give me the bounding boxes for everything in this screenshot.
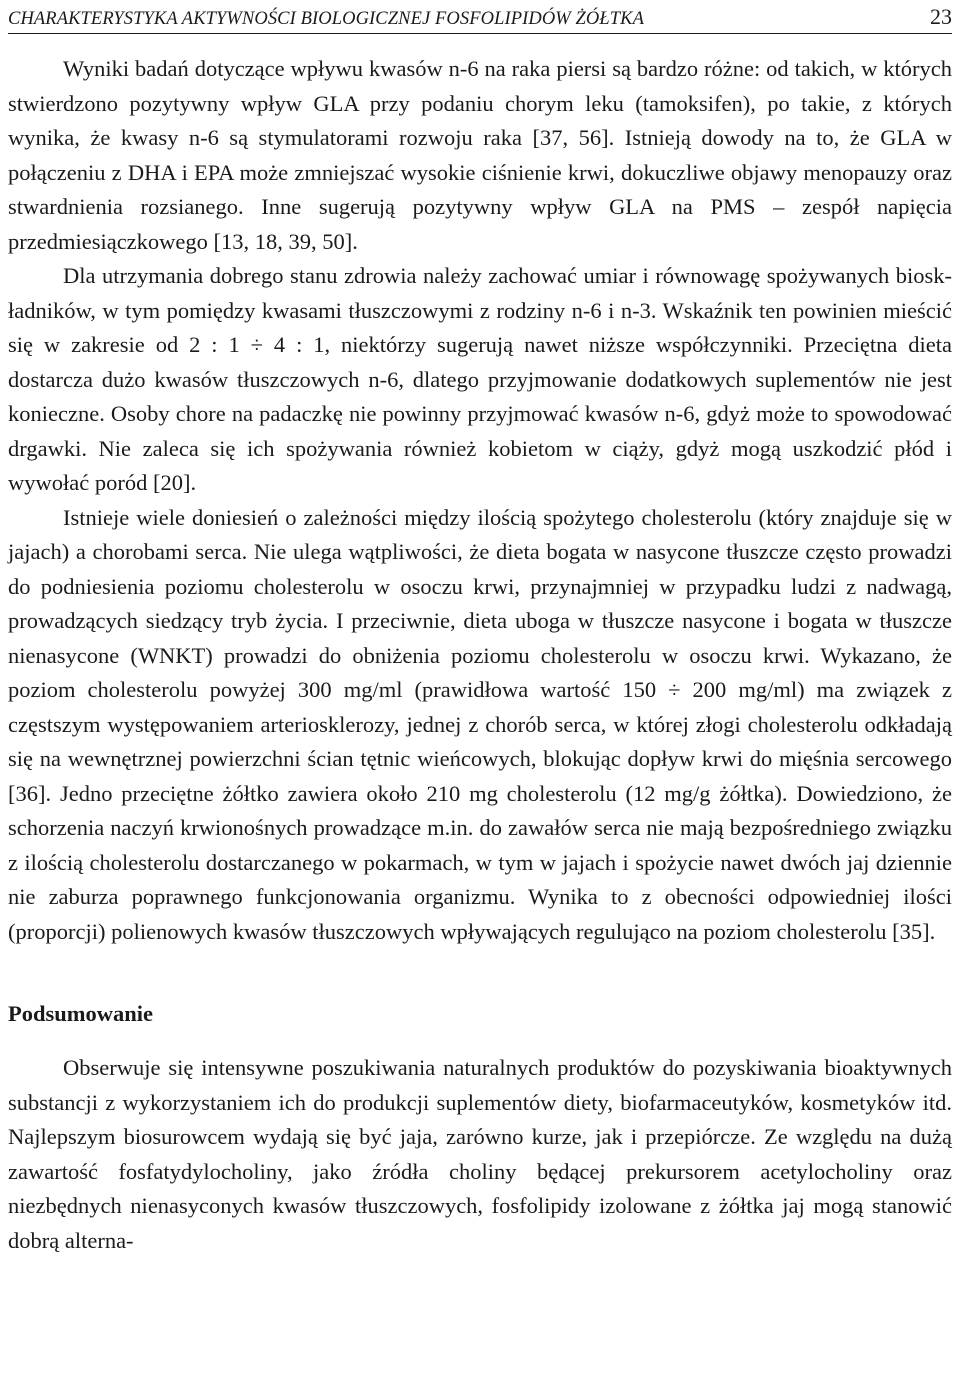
paragraph-summary: Obserwuje się intensywne poszukiwania naturalnych produktów do pozyskiwania bioaktywnych substancji z wykorzystaniem ich do produkcji suplementów diety, biofarmaceutyków, kosmetyków itd. Najlepszym biosurowcem wydają się być jaja, zarówno kurze, jak i przepiórcze. Ze względu na dużą zawartość fosfatydylocholiny, jako źródła choliny będącej prekursorem acetylocholiny oraz niezbędnych nienasyconych kwasów tłuszczowych, fosfolipidy izolowane z żółtka jaj mogą stanowić dobrą alterna- xyxy=(8,1055,952,1253)
page-number: 23 xyxy=(930,4,952,29)
paragraph-cholesterol: Istnieje wiele doniesień o zależności między ilością spożytego cholesterolu (który znajduje się w jajach) a chorobami serca. Nie ulega wątpliwości, że dieta bogata w nasycone tłuszcze często prowadzi do podniesienia poziomu cholesterolu w osoczu krwi, przynajmniej w przypadku ludzi z nadwagą, prowadzących siedzący tryb życia. I przeciwnie, dieta uboga w tłuszcze nasycone i bogata w tłuszcze nienasycone (WNKT) prowadzi do obniżenia poziomu cholesterolu w osoczu krwi. Wykazano, że poziom cholesterolu powyżej 300 mg/ml (prawidłowa wartość 150 ÷ 200 mg/ml) ma związek z częstszym występowaniem arteriosklerozy, jednej z chorób serca, w której złogi cholesterolu odkładają się na wewnętrznej powierzchni ścian tętnic wieńcowych, blokując dopływ krwi do mięśnia sercowego [36]. Jedno przeciętne żółtko zawiera około 210 mg cholesterolu (12 mg/g żółtka). Dowiedziono, że schorzenia naczyń krwionośnych prowadzące m.in. do zawałów serca nie mają bezpośredniego związku z ilością cholesterolu dostarczanego w pokarmach, w tym w jajach i spożycie nawet dwóch jaj dziennie nie zaburza poprawnego funkcjonowania organizmu. Wynika to z obecności odpowiedniej ilości (proporcji) polienowych kwasów tłuszczowych wpływających regulująco na poziom cholesterolu [35]. xyxy=(8,504,952,944)
running-header xyxy=(8,2,952,34)
section-heading-summary: Podsumowanie xyxy=(8,1001,154,1026)
paragraph-breast-cancer: Wyniki badań dotyczące wpływu kwasów n-6 na raka piersi są bardzo różne: od takich, w których stwierdzono pozytywny wpływ GLA przy podaniu chorym leku (tamoksifen), po takie, z których wynika, że kwasy n-6 są stymulatorami rozwoju raka [37, 56]. Istnieją dowody na to, że GLA w połączeniu z DHA i EPA może zmniejszać wysokie ciśnienie krwi, dokuczliwe objawy menopauzy oraz stwardnienia rozsianego. Inne sugerują pozytywny wpływ GLA na PMS – zespół napięcia przedmiesiączkowego [13, 18, 39, 50]. xyxy=(8,56,952,254)
paragraph-fatty-acid-balance: Dla utrzymania dobrego stanu zdrowia należy zachować umiar i równowagę spożywanych bioskładników, w tym pomiędzy kwasami tłuszczowymi z rodziny n-6 i n-3. Wskaźnik ten powinien mieścić się w zakresie od 2 : 1 ÷ 4 : 1, niektórzy sugerują nawet niższe współczynniki. Przeciętna dieta dostarcza dużo kwasów tłuszczowych n-6, dlatego przyjmowanie dodatkowych suplementów nie jest konieczne. Osoby chore na padaczkę nie powinny przyjmować kwasów n-6, gdyż może to spowodować drgawki. Nie zaleca się ich spożywania również kobietom w ciąży, gdyż mogą uszkodzić płód i wywołać poród [20]. xyxy=(8,263,952,495)
running-title: CHARAKTERYSTYKA AKTYWNOŚCI BIOLOGICZNEJ FOSFOLIPIDÓW ŻÓŁTKA xyxy=(8,9,645,29)
article-body xyxy=(8,52,952,1258)
